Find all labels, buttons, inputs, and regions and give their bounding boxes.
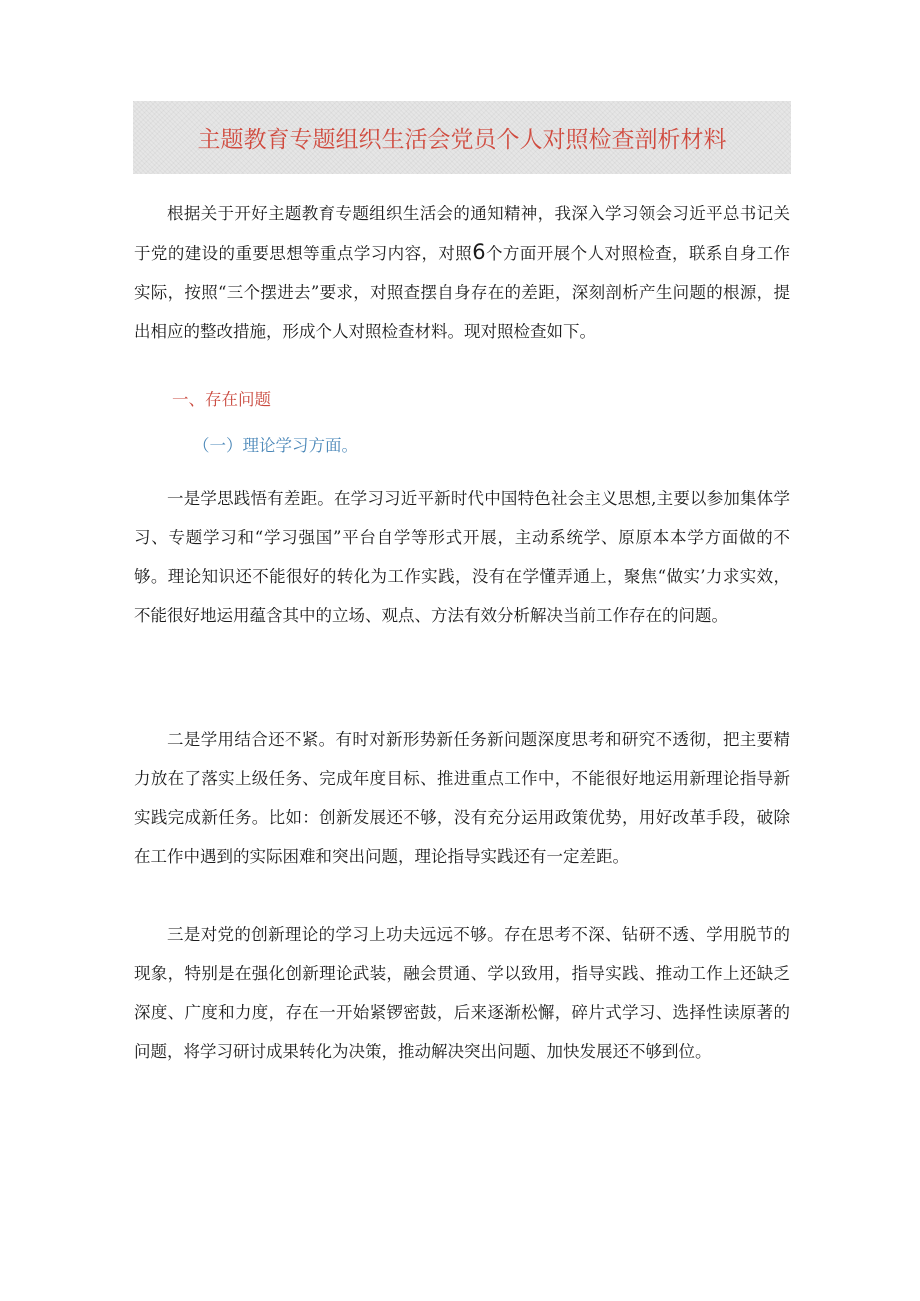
body-paragraph-2: 二是学用结合还不紧。有时对新形势新任务新问题深度思考和研究不透彻，把主要精力放在了落实上级任务、完成年度目标、推进重点工作中，不能很好地运用新理论指导新实践完成新任务。比如：创新发展还不够，没有充分运用政策优势，用好改革手段，破除在工作中遇到的实际困难和突出问题，理论指导实践还有一定差距。 (134, 730, 790, 866)
intro-paragraph (134, 194, 790, 351)
body-paragraph-1: 一是学思践悟有差距。在学习习近平新时代中国特色社会主义思想,主要以参加集体学习、专题学习和“学习强国”平台自学等形式开展，主动系统学、原原本本学方面做的不够。理论知识还不能很好的转化为工作实践，没有在学懂弄通上，聚焦“做实’力求实效，不能很好地运用蕴含其中的立场、观点、方法有效分析解决当前工作存在的问题。 (134, 489, 790, 625)
subsection-heading-theory-study: （一）理论学习方面。 (193, 436, 358, 455)
intro-number: 6 (472, 240, 486, 264)
section-heading-problems: 一、存在问题 (172, 390, 271, 409)
intro-text-after: 个方面开展个人对照检查，联系自身工作实际，按照“三个摆进去”要求，对照查摆自身存在的差距，深刻剖析产生问题的根源，提出相应的整改措施，形成个人对照检查材料。现对照检查如下。 (134, 244, 791, 341)
body-paragraph-3: 三是对党的创新理论的学习上功夫远远不够。存在思考不深、钻研不透、学用脱节的现象，特别是在强化创新理论武装，融会贯通、学以致用，指导实践、推动工作上还缺乏深度、广度和力度，存在一开始紧锣密鼓，后来逐渐松懈，碎片式学习、选择性读原著的问题，将学习研讨成果转化为决策，推动解决突出问题、加快发展还不够到位。 (134, 925, 790, 1061)
document-title: 主题教育专题组织生活会党员个人对照检查剖析材料 (197, 127, 727, 153)
intro-text-before: 根据关于开好主题教育专题组织生活会的通知精神，我深入学习领会习近平总书记关于党的建设的重要思想等重点学习内容，对照 (134, 204, 790, 263)
title-banner (133, 101, 791, 174)
